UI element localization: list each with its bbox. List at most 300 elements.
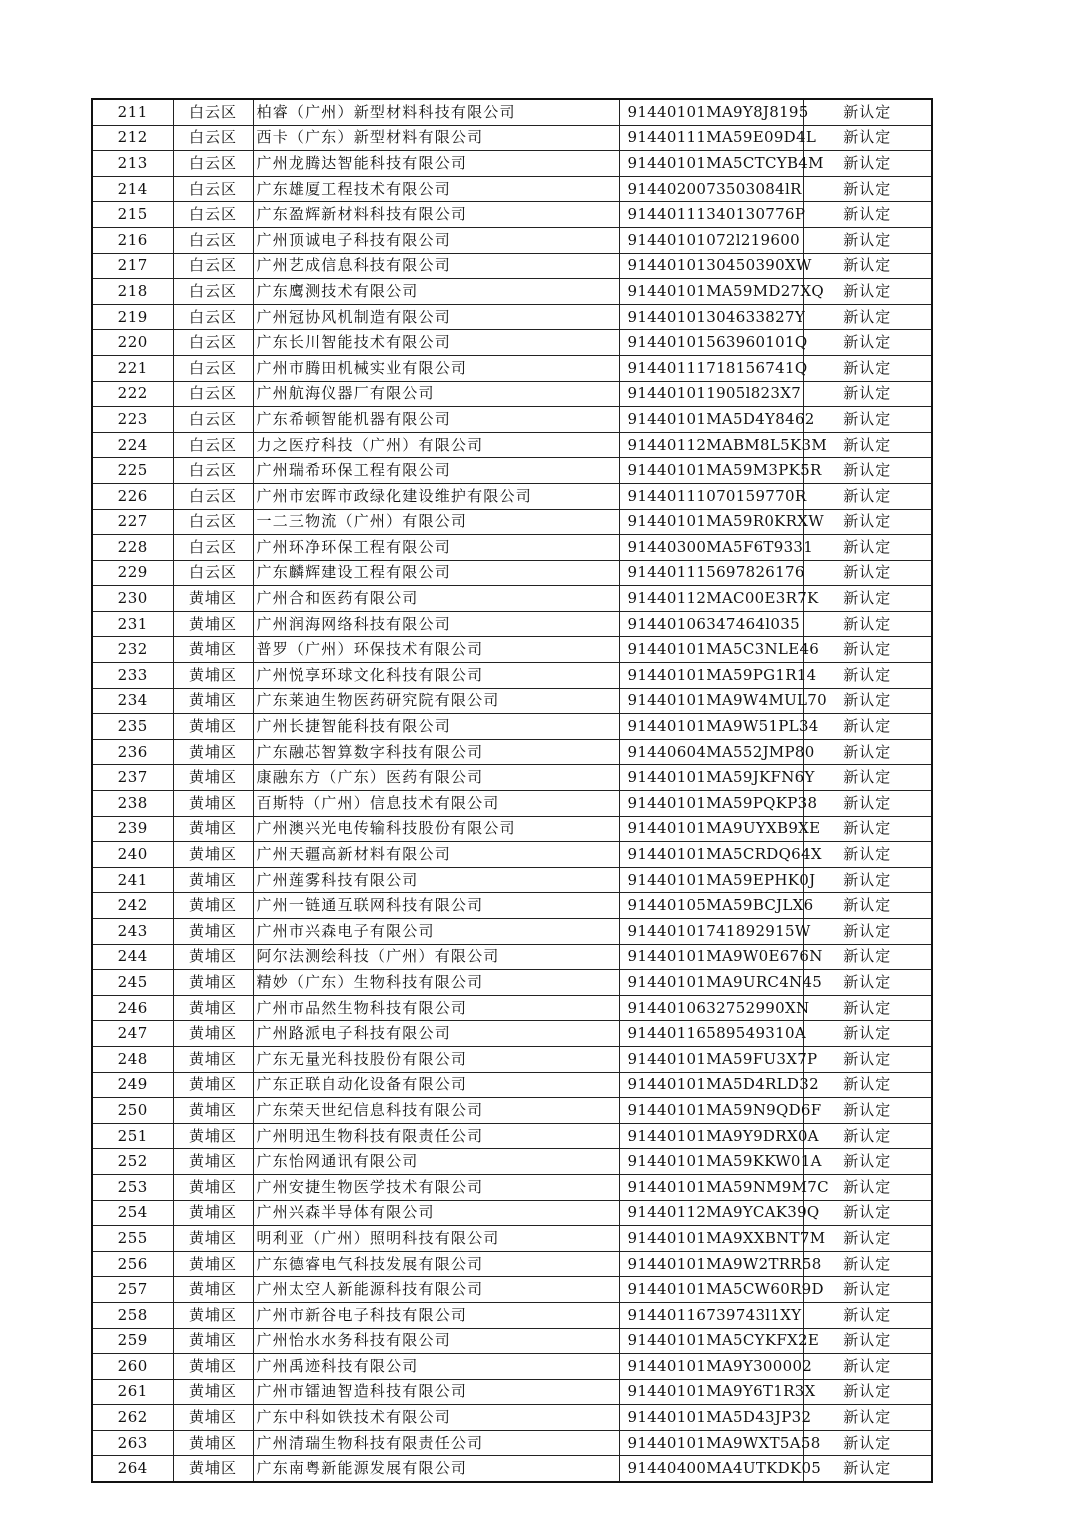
district-cell: 白云区 — [173, 483, 253, 509]
company-name-cell: 广州长捷智能科技有限公司 — [253, 714, 619, 740]
district-cell: 黄埔区 — [173, 816, 253, 842]
credit-code-cell: 91440101MA9XXBNT7M — [619, 1226, 803, 1252]
status-cell: 新认定 — [803, 944, 932, 970]
credit-code-cell: 91440101MA5CYKFX2E — [619, 1328, 803, 1354]
row-number: 219 — [92, 304, 173, 330]
row-number: 243 — [92, 919, 173, 945]
row-number: 221 — [92, 355, 173, 381]
credit-code-cell: 91440101MA9URC4N45 — [619, 970, 803, 996]
row-number: 212 — [92, 125, 173, 151]
row-number: 264 — [92, 1456, 173, 1482]
status-cell: 新认定 — [803, 483, 932, 509]
credit-code-cell: 91440101MA5D43JP32 — [619, 1405, 803, 1431]
status-cell: 新认定 — [803, 330, 932, 356]
status-cell: 新认定 — [803, 1277, 932, 1303]
row-number: 261 — [92, 1379, 173, 1405]
table-row — [92, 586, 932, 612]
company-name-cell: 广州安捷生物医学技术有限公司 — [253, 1174, 619, 1200]
district-cell: 白云区 — [173, 355, 253, 381]
company-name-cell: 普罗（广州）环保技术有限公司 — [253, 637, 619, 663]
status-cell: 新认定 — [803, 688, 932, 714]
status-cell: 新认定 — [803, 714, 932, 740]
row-number: 263 — [92, 1430, 173, 1456]
credit-code-cell: 91440101MA59R0KRXW — [619, 509, 803, 535]
company-name-cell: 广东南粤新能源发展有限公司 — [253, 1456, 619, 1482]
company-name-cell: 广州瑞希环保工程有限公司 — [253, 458, 619, 484]
row-number: 253 — [92, 1174, 173, 1200]
district-cell: 黄埔区 — [173, 586, 253, 612]
district-cell: 白云区 — [173, 458, 253, 484]
row-number: 214 — [92, 176, 173, 202]
table-row — [92, 99, 932, 125]
table-row — [92, 432, 932, 458]
table-row — [92, 330, 932, 356]
table-row — [92, 1379, 932, 1405]
credit-code-cell: 91440111718156741Q — [619, 355, 803, 381]
company-name-cell: 广东无量光科技股份有限公司 — [253, 1046, 619, 1072]
district-cell: 白云区 — [173, 509, 253, 535]
credit-code-cell: 91440101MA59PQKP38 — [619, 791, 803, 817]
credit-code-cell: 91440101MA9Y8J8195 — [619, 99, 803, 125]
credit-code-cell: 91440101MA9Y9DRX0A — [619, 1123, 803, 1149]
status-cell: 新认定 — [803, 1302, 932, 1328]
row-number: 216 — [92, 227, 173, 253]
status-cell: 新认定 — [803, 407, 932, 433]
table-row — [92, 381, 932, 407]
credit-code-cell: 91440101MA59FU3X7P — [619, 1046, 803, 1072]
table-row — [92, 663, 932, 689]
row-number: 242 — [92, 893, 173, 919]
table-row — [92, 1251, 932, 1277]
row-number: 251 — [92, 1123, 173, 1149]
district-cell: 黄埔区 — [173, 1430, 253, 1456]
table-row — [92, 944, 932, 970]
row-number: 213 — [92, 151, 173, 177]
credit-code-cell: 91440101MA59EPHK0J — [619, 867, 803, 893]
status-cell: 新认定 — [803, 227, 932, 253]
table-row — [92, 714, 932, 740]
table-row — [92, 1149, 932, 1175]
table-row — [92, 1021, 932, 1047]
row-number: 255 — [92, 1226, 173, 1252]
status-cell: 新认定 — [803, 99, 932, 125]
status-cell: 新认定 — [803, 151, 932, 177]
credit-code-cell: 91440111340130776P — [619, 202, 803, 228]
table-row — [92, 791, 932, 817]
company-name-cell: 广州龙腾达智能科技有限公司 — [253, 151, 619, 177]
table-body — [92, 99, 932, 1482]
credit-code-cell: 9144020073503084lR — [619, 176, 803, 202]
district-cell: 黄埔区 — [173, 765, 253, 791]
credit-code-cell: 91440101MA59KKW01A — [619, 1149, 803, 1175]
status-cell: 新认定 — [803, 535, 932, 561]
table-row — [92, 1354, 932, 1380]
company-name-cell: 广东长川智能技术有限公司 — [253, 330, 619, 356]
credit-code-cell: 91440300MA5F6T9331 — [619, 535, 803, 561]
district-cell: 黄埔区 — [173, 1072, 253, 1098]
table-row — [92, 202, 932, 228]
district-cell: 黄埔区 — [173, 688, 253, 714]
table-row — [92, 458, 932, 484]
company-name-cell: 广东德睿电气科技发展有限公司 — [253, 1251, 619, 1277]
district-cell: 黄埔区 — [173, 1302, 253, 1328]
row-number: 220 — [92, 330, 173, 356]
company-name-cell: 广州市腾田机械实业有限公司 — [253, 355, 619, 381]
table-row — [92, 355, 932, 381]
table-row — [92, 1072, 932, 1098]
status-cell: 新认定 — [803, 765, 932, 791]
company-name-cell: 广州合和医药有限公司 — [253, 586, 619, 612]
district-cell: 白云区 — [173, 125, 253, 151]
district-cell: 黄埔区 — [173, 714, 253, 740]
company-name-cell: 西卡（广东）新型材料有限公司 — [253, 125, 619, 151]
credit-code-cell: 91440101MA59M3PK5R — [619, 458, 803, 484]
credit-code-cell: 91440101MA59NM9M7C — [619, 1174, 803, 1200]
status-cell: 新认定 — [803, 1098, 932, 1124]
company-table — [91, 98, 933, 1483]
row-number: 240 — [92, 842, 173, 868]
row-number: 245 — [92, 970, 173, 996]
table-row — [92, 995, 932, 1021]
district-cell: 黄埔区 — [173, 867, 253, 893]
district-cell: 黄埔区 — [173, 1456, 253, 1482]
credit-code-cell: 91440101741892915W — [619, 919, 803, 945]
district-cell: 黄埔区 — [173, 1123, 253, 1149]
district-cell: 黄埔区 — [173, 919, 253, 945]
company-name-cell: 广州顶诚电子科技有限公司 — [253, 227, 619, 253]
company-name-cell: 广州市品然生物科技有限公司 — [253, 995, 619, 1021]
row-number: 226 — [92, 483, 173, 509]
status-cell: 新认定 — [803, 791, 932, 817]
district-cell: 黄埔区 — [173, 1021, 253, 1047]
table-row — [92, 151, 932, 177]
district-cell: 白云区 — [173, 202, 253, 228]
status-cell: 新认定 — [803, 1226, 932, 1252]
district-cell: 白云区 — [173, 560, 253, 586]
status-cell: 新认定 — [803, 1456, 932, 1482]
table-row — [92, 611, 932, 637]
table-row — [92, 1226, 932, 1252]
district-cell: 黄埔区 — [173, 893, 253, 919]
company-name-cell: 阿尔法测绘科技（广州）有限公司 — [253, 944, 619, 970]
district-cell: 黄埔区 — [173, 637, 253, 663]
credit-code-cell: 9144010632752990XN — [619, 995, 803, 1021]
company-name-cell: 广州怡水水务科技有限公司 — [253, 1328, 619, 1354]
row-number: 252 — [92, 1149, 173, 1175]
company-name-cell: 广东正联自动化设备有限公司 — [253, 1072, 619, 1098]
status-cell: 新认定 — [803, 1251, 932, 1277]
company-name-cell: 广州禹迹科技有限公司 — [253, 1354, 619, 1380]
credit-code-cell: 91440116589549310A — [619, 1021, 803, 1047]
district-cell: 黄埔区 — [173, 995, 253, 1021]
row-number: 229 — [92, 560, 173, 586]
district-cell: 白云区 — [173, 99, 253, 125]
table-row — [92, 560, 932, 586]
row-number: 244 — [92, 944, 173, 970]
company-name-cell: 广州环净环保工程有限公司 — [253, 535, 619, 561]
company-name-cell: 广东鹰测技术有限公司 — [253, 279, 619, 305]
table-row — [92, 227, 932, 253]
district-cell: 黄埔区 — [173, 1405, 253, 1431]
status-cell: 新认定 — [803, 816, 932, 842]
row-number: 235 — [92, 714, 173, 740]
district-cell: 黄埔区 — [173, 739, 253, 765]
district-cell: 白云区 — [173, 227, 253, 253]
status-cell: 新认定 — [803, 1379, 932, 1405]
credit-code-cell: 91440112MABM8L5K3M — [619, 432, 803, 458]
row-number: 259 — [92, 1328, 173, 1354]
company-name-cell: 广东荣天世纪信息科技有限公司 — [253, 1098, 619, 1124]
company-name-cell: 广州兴森半导体有限公司 — [253, 1200, 619, 1226]
table-row — [92, 125, 932, 151]
status-cell: 新认定 — [803, 1046, 932, 1072]
company-name-cell: 广州路派电子科技有限公司 — [253, 1021, 619, 1047]
company-name-cell: 康融东方（广东）医药有限公司 — [253, 765, 619, 791]
credit-code-cell: 91440101MA59PG1R14 — [619, 663, 803, 689]
company-name-cell: 广州润海网络科技有限公司 — [253, 611, 619, 637]
company-name-cell: 广东中科如铁技术有限公司 — [253, 1405, 619, 1431]
credit-code-cell: 91440112MA9YCAK39Q — [619, 1200, 803, 1226]
district-cell: 白云区 — [173, 535, 253, 561]
status-cell: 新认定 — [803, 381, 932, 407]
table-row — [92, 509, 932, 535]
company-name-cell: 广东盈辉新材料科技有限公司 — [253, 202, 619, 228]
district-cell: 黄埔区 — [173, 1226, 253, 1252]
district-cell: 黄埔区 — [173, 842, 253, 868]
status-cell: 新认定 — [803, 1072, 932, 1098]
district-cell: 黄埔区 — [173, 1174, 253, 1200]
company-name-cell: 广州太空人新能源科技有限公司 — [253, 1277, 619, 1303]
status-cell: 新认定 — [803, 560, 932, 586]
credit-code-cell: 91440101MA9W0E676N — [619, 944, 803, 970]
status-cell: 新认定 — [803, 1328, 932, 1354]
credit-code-cell: 914401115697826176 — [619, 560, 803, 586]
table-row — [92, 1174, 932, 1200]
company-name-cell: 广东莱迪生物医药研究院有限公司 — [253, 688, 619, 714]
table-row — [92, 867, 932, 893]
table-row — [92, 816, 932, 842]
row-number: 218 — [92, 279, 173, 305]
status-cell: 新认定 — [803, 176, 932, 202]
district-cell: 黄埔区 — [173, 1098, 253, 1124]
credit-code-cell: 91440101MA5C3NLE46 — [619, 637, 803, 663]
table-row — [92, 279, 932, 305]
credit-code-cell: 91440106347464l035 — [619, 611, 803, 637]
credit-code-cell: 91440101MA9W2TRR58 — [619, 1251, 803, 1277]
status-cell: 新认定 — [803, 867, 932, 893]
district-cell: 白云区 — [173, 330, 253, 356]
district-cell: 黄埔区 — [173, 1046, 253, 1072]
credit-code-cell: 91440105MA59BCJLX6 — [619, 893, 803, 919]
company-name-cell: 广州天疆高新材料有限公司 — [253, 842, 619, 868]
table-row — [92, 1277, 932, 1303]
district-cell: 黄埔区 — [173, 791, 253, 817]
district-cell: 白云区 — [173, 279, 253, 305]
status-cell: 新认定 — [803, 611, 932, 637]
district-cell: 白云区 — [173, 407, 253, 433]
district-cell: 黄埔区 — [173, 1277, 253, 1303]
table-row — [92, 1046, 932, 1072]
district-cell: 黄埔区 — [173, 1251, 253, 1277]
row-number: 257 — [92, 1277, 173, 1303]
company-name-cell: 广东融芯智算数字科技有限公司 — [253, 739, 619, 765]
credit-code-cell: 91440101MA59MD27XQ — [619, 279, 803, 305]
company-name-cell: 广东麟辉建设工程有限公司 — [253, 560, 619, 586]
row-number: 239 — [92, 816, 173, 842]
district-cell: 白云区 — [173, 253, 253, 279]
credit-code-cell: 91440101304633827Y — [619, 304, 803, 330]
row-number: 222 — [92, 381, 173, 407]
row-number: 258 — [92, 1302, 173, 1328]
status-cell: 新认定 — [803, 1174, 932, 1200]
district-cell: 黄埔区 — [173, 611, 253, 637]
row-number: 224 — [92, 432, 173, 458]
credit-code-cell: 91440101MA5CTCYB4M — [619, 151, 803, 177]
row-number: 249 — [92, 1072, 173, 1098]
company-name-cell: 广州冠协风机制造有限公司 — [253, 304, 619, 330]
credit-code-cell: 91440116739743l1XY — [619, 1302, 803, 1328]
status-cell: 新认定 — [803, 279, 932, 305]
status-cell: 新认定 — [803, 125, 932, 151]
credit-code-cell: 91440101MA59JKFN6Y — [619, 765, 803, 791]
row-number: 241 — [92, 867, 173, 893]
company-name-cell: 广东雄厦工程技术有限公司 — [253, 176, 619, 202]
status-cell: 新认定 — [803, 893, 932, 919]
table-row — [92, 688, 932, 714]
status-cell: 新认定 — [803, 1200, 932, 1226]
company-name-cell: 广州市新谷电子科技有限公司 — [253, 1302, 619, 1328]
table-row — [92, 253, 932, 279]
credit-code-cell: 91440101563960101Q — [619, 330, 803, 356]
credit-code-cell: 91440101072l219600 — [619, 227, 803, 253]
credit-code-cell: 91440400MA4UTKDK05 — [619, 1456, 803, 1482]
row-number: 236 — [92, 739, 173, 765]
row-number: 260 — [92, 1354, 173, 1380]
district-cell: 黄埔区 — [173, 970, 253, 996]
company-name-cell: 广州市宏晖市政绿化建设维护有限公司 — [253, 483, 619, 509]
status-cell: 新认定 — [803, 970, 932, 996]
row-number: 250 — [92, 1098, 173, 1124]
credit-code-cell: 91440101MA9W51PL34 — [619, 714, 803, 740]
status-cell: 新认定 — [803, 1405, 932, 1431]
status-cell: 新认定 — [803, 202, 932, 228]
district-cell: 黄埔区 — [173, 944, 253, 970]
status-cell: 新认定 — [803, 1354, 932, 1380]
credit-code-cell: 91440111070159770R — [619, 483, 803, 509]
credit-code-cell: 91440101MA5D4RLD32 — [619, 1072, 803, 1098]
table-row — [92, 893, 932, 919]
row-number: 231 — [92, 611, 173, 637]
table-row — [92, 1328, 932, 1354]
district-cell: 黄埔区 — [173, 1200, 253, 1226]
credit-code-cell: 914401011905l823X7 — [619, 381, 803, 407]
credit-code-cell: 91440111MA59E09D4L — [619, 125, 803, 151]
table-row — [92, 1302, 932, 1328]
company-name-cell: 广州市兴森电子有限公司 — [253, 919, 619, 945]
company-name-cell: 力之医疗科技（广州）有限公司 — [253, 432, 619, 458]
table-row — [92, 407, 932, 433]
district-cell: 白云区 — [173, 304, 253, 330]
table-row — [92, 1405, 932, 1431]
status-cell: 新认定 — [803, 509, 932, 535]
status-cell: 新认定 — [803, 253, 932, 279]
status-cell: 新认定 — [803, 663, 932, 689]
status-cell: 新认定 — [803, 919, 932, 945]
credit-code-cell: 91440101MA9W4MUL70 — [619, 688, 803, 714]
table-row — [92, 1123, 932, 1149]
district-cell: 黄埔区 — [173, 663, 253, 689]
table-row — [92, 739, 932, 765]
table-row — [92, 919, 932, 945]
row-number: 234 — [92, 688, 173, 714]
table-row — [92, 842, 932, 868]
status-cell: 新认定 — [803, 458, 932, 484]
table-row — [92, 483, 932, 509]
company-name-cell: 广东怡网通讯有限公司 — [253, 1149, 619, 1175]
row-number: 230 — [92, 586, 173, 612]
company-name-cell: 广州澳兴光电传输科技股份有限公司 — [253, 816, 619, 842]
status-cell: 新认定 — [803, 1021, 932, 1047]
credit-code-cell: 91440101MA9UYXB9XE — [619, 816, 803, 842]
row-number: 225 — [92, 458, 173, 484]
status-cell: 新认定 — [803, 842, 932, 868]
company-name-cell: 广州艺成信息科技有限公司 — [253, 253, 619, 279]
row-number: 248 — [92, 1046, 173, 1072]
status-cell: 新认定 — [803, 1149, 932, 1175]
row-number: 217 — [92, 253, 173, 279]
row-number: 232 — [92, 637, 173, 663]
company-name-cell: 广州明迅生物科技有限责任公司 — [253, 1123, 619, 1149]
status-cell: 新认定 — [803, 304, 932, 330]
status-cell: 新认定 — [803, 1123, 932, 1149]
table-row — [92, 535, 932, 561]
status-cell: 新认定 — [803, 637, 932, 663]
company-name-cell: 广州市镭迪智造科技有限公司 — [253, 1379, 619, 1405]
table-row — [92, 1098, 932, 1124]
row-number: 262 — [92, 1405, 173, 1431]
table-row — [92, 176, 932, 202]
company-name-cell: 广州莲雾科技有限公司 — [253, 867, 619, 893]
credit-code-cell: 91440101MA59N9QD6F — [619, 1098, 803, 1124]
table-row — [92, 970, 932, 996]
credit-code-cell: 91440101MA5D4Y8462 — [619, 407, 803, 433]
credit-code-cell: 91440101MA9Y300002 — [619, 1354, 803, 1380]
company-name-cell: 广州清瑞生物科技有限责任公司 — [253, 1430, 619, 1456]
status-cell: 新认定 — [803, 995, 932, 1021]
row-number: 246 — [92, 995, 173, 1021]
company-name-cell: 柏睿（广州）新型材料科技有限公司 — [253, 99, 619, 125]
credit-code-cell: 91440101MA5CW60R9D — [619, 1277, 803, 1303]
credit-code-cell: 91440101MA9Y6T1R3X — [619, 1379, 803, 1405]
row-number: 256 — [92, 1251, 173, 1277]
table-row — [92, 765, 932, 791]
district-cell: 白云区 — [173, 381, 253, 407]
company-name-cell: 广州航海仪器厂有限公司 — [253, 381, 619, 407]
district-cell: 白云区 — [173, 176, 253, 202]
row-number: 223 — [92, 407, 173, 433]
status-cell: 新认定 — [803, 432, 932, 458]
district-cell: 黄埔区 — [173, 1328, 253, 1354]
table-row — [92, 304, 932, 330]
district-cell: 黄埔区 — [173, 1149, 253, 1175]
company-name-cell: 一二三物流（广州）有限公司 — [253, 509, 619, 535]
status-cell: 新认定 — [803, 739, 932, 765]
table-row — [92, 1430, 932, 1456]
company-name-cell: 广州一链通互联网科技有限公司 — [253, 893, 619, 919]
company-name-cell: 百斯特（广州）信息技术有限公司 — [253, 791, 619, 817]
row-number: 228 — [92, 535, 173, 561]
row-number: 254 — [92, 1200, 173, 1226]
